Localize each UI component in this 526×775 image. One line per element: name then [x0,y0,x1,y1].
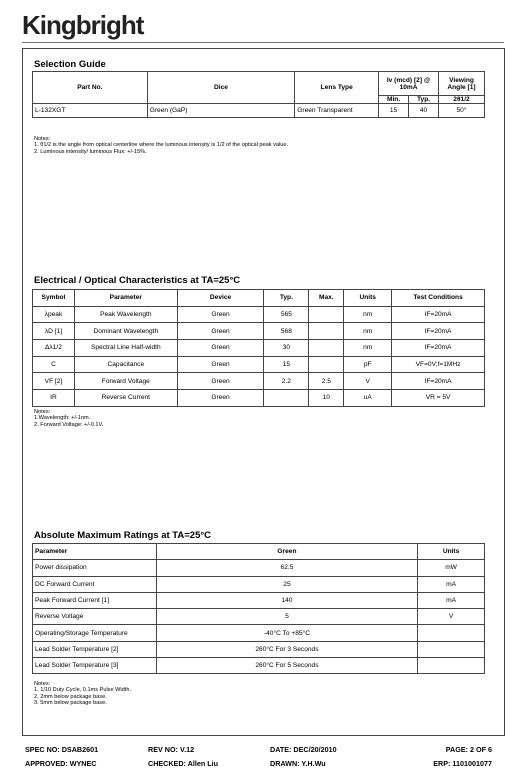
table-cell: Power dissipation [33,560,157,576]
selection-title: Selection Guide [34,59,106,70]
footer-row-1 [22,745,504,755]
table-cell: Peak Wavelength [74,306,177,323]
erp-no: ERP: 1101001077 [433,759,492,768]
table-cell: λpeak [33,306,75,323]
table-cell: mA [418,576,485,592]
header-dice: Dice [147,72,295,104]
header-iv-typ: Typ. [409,96,439,104]
table-cell: 10 [309,390,344,407]
absolute-notes [34,681,131,707]
table-cell: Green [177,306,264,323]
header-iv: Iv (mcd) [2] @ 10mA [379,72,439,96]
header-units: Units [418,544,485,560]
table-cell: 568 [264,323,309,340]
table-cell: IF=20mA [392,373,485,390]
table-cell: Capacitance [74,356,177,373]
table-cell: 30 [264,340,309,357]
table-cell: Lead Solder Temperature [3] [33,658,157,674]
table-cell: Green [177,390,264,407]
header-max: Max. [309,290,344,307]
table-cell: λD [1] [33,323,75,340]
cell-lens: Green Transparent [295,104,379,118]
selection-table [32,71,485,118]
note-line: Notes: [34,136,51,142]
note-line: 2. 2mm below package base. [34,693,107,700]
note-line: 2. Forward Voltage: +/-0.1V. [34,421,104,428]
table-cell: 15 [264,356,309,373]
table-row [33,609,485,625]
table-cell: V [344,373,392,390]
table-cell [418,658,485,674]
table-row [33,356,485,373]
footer-row-2 [22,759,504,769]
note-line: 2. Luminous intensity/ luminous Flux: +/-15%. [34,148,147,155]
absolute-title: Absolute Maximum Ratings at TA=25°C [34,530,212,541]
table-cell: pF [344,356,392,373]
table-cell: IF=20mA [392,323,485,340]
table-cell: Forward Voltage [74,373,177,390]
table-cell: 2.2 [264,373,309,390]
table-cell [264,390,309,407]
table-cell: DC Forward Current [33,576,157,592]
table-cell: 565 [264,306,309,323]
table-cell: 2.5 [309,373,344,390]
table-cell: Spectral Line Half-width [74,340,177,357]
electrical-notes [34,409,103,428]
header-lens-type: Lens Type [295,72,379,104]
table-cell: VF [2] [33,373,75,390]
note-line: 1. 1/10 Duty Cycle, 0.1ms Pulse Width. [34,687,131,694]
table-cell: Green [177,356,264,373]
table-cell: nm [344,340,392,357]
table-cell [418,641,485,657]
table-cell: IR [33,390,75,407]
table-row [33,592,485,608]
table-cell [309,306,344,323]
header-typ: Typ. [264,290,309,307]
table-cell: C [33,356,75,373]
table-cell: VF=0V;f=1MHz [392,356,485,373]
table-cell [418,625,485,641]
table-cell: 5 [156,609,417,625]
table-row [33,373,485,390]
table-cell: uA [344,390,392,407]
table-cell: 25 [156,576,417,592]
note-line: Notes: [34,681,51,687]
page-number: PAGE: 2 OF 6 [445,745,492,754]
absolute-table [32,543,485,674]
note-line: 1. θ1/2 is the angle from optical centerline where the luminous intensity is 1/2 of the optical peak value. [34,142,289,149]
approved-by: APPROVED: WYNEC [25,759,97,768]
note-line: 1.Wavelength: +/-1nm. [34,415,91,422]
table-cell: Dominant Wavelength [74,323,177,340]
table-cell: nm [344,323,392,340]
cell-part: L-132XGT [33,104,148,118]
header-viewing-angle: Viewing Angle [1] [439,72,485,96]
table-cell: Reverse Voltage [33,609,157,625]
table-cell: Green [177,340,264,357]
table-cell: 260°C For 3 Seconds [156,641,417,657]
electrical-title: Electrical / Optical Characteristics at TA=25°C [34,275,241,286]
table-cell: 140 [156,592,417,608]
rev-no: REV NO: V.12 [148,745,195,754]
checked-by: CHECKED: Allen Liu [148,759,219,768]
table-cell: 62.5 [156,560,417,576]
header-device: Device [177,290,264,307]
table-cell: IF=20mA [392,340,485,357]
table-cell: 260°C For 5 Seconds [156,658,417,674]
header-units: Units [344,290,392,307]
table-cell: Reverse Current [74,390,177,407]
table-cell [309,323,344,340]
date: DATE: DEC/20/2010 [270,745,337,754]
table-cell: Δλ1/2 [33,340,75,357]
table-cell: Green [177,373,264,390]
header-rule [22,42,504,43]
table-row [33,560,485,576]
header-iv-min: Min. [379,96,409,104]
header-part-no: Part No. [33,72,148,104]
table-cell: Operating/Storage Temperature [33,625,157,641]
table-row [33,658,485,674]
table-cell: V [418,609,485,625]
table-row [33,323,485,340]
table-cell: Peak Forward Current [1] [33,592,157,608]
header-symbol: Symbol [33,290,75,307]
drawn-by: DRAWN: Y.H.Wu [270,759,326,768]
header-green: Green [156,544,417,560]
brand-logo: Kingbright [22,10,144,40]
table-cell: nm [344,306,392,323]
header-parameter: Parameter [74,290,177,307]
table-cell [309,356,344,373]
header-angle-sub: 2θ1/2 [439,96,485,104]
table-cell: -40°C To +85°C [156,625,417,641]
table-cell: mA [418,592,485,608]
table-row [33,625,485,641]
spec-no: SPEC NO: DSAB2601 [25,745,99,754]
electrical-table [32,289,485,407]
cell-typ: 40 [409,104,439,118]
note-line: 3. 5mm below package base. [34,700,107,707]
table-cell: VR = 5V [392,390,485,407]
table-cell [309,340,344,357]
table-row [33,306,485,323]
table-row [33,576,485,592]
cell-angle: 50° [439,104,485,118]
cell-min: 15 [379,104,409,118]
cell-dice: Green (GaP) [147,104,295,118]
table-row [33,641,485,657]
header-test-conditions: Test Conditions [392,290,485,307]
table-row [33,390,485,407]
table-cell: mW [418,560,485,576]
table-row [33,340,485,357]
table-cell: Lead Solder Temperature [2] [33,641,157,657]
table-cell: Green [177,323,264,340]
table-row [33,104,485,118]
header-parameter: Parameter [33,544,157,560]
table-cell: IF=20mA [392,306,485,323]
selection-notes [34,136,288,155]
note-line: Notes: [34,409,51,415]
